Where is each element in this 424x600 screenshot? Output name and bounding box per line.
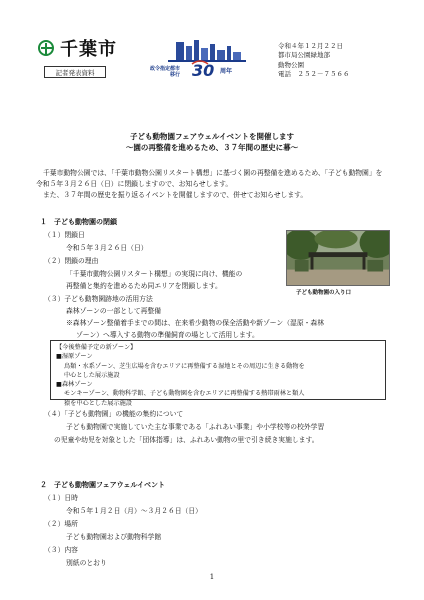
page-number: 1 — [209, 573, 215, 581]
anniversary-suffix: 周年 — [220, 68, 233, 75]
city-emblem-icon — [38, 40, 54, 56]
section-1-title: １ 子ども動物園の閉鎖 — [40, 217, 117, 226]
city-name: 千葉市 — [60, 39, 117, 60]
site-use-line-2: ※森林ゾーン整備着手までの間は、在来希少動物の保全活動や新ゾーン（湿原・森林 — [66, 319, 325, 327]
wetland-zone-line-1: 鳥類・水系ゾーン、芝生広場を含むエリアに再整備する湿地とその周辺に生きる動物を — [64, 362, 305, 370]
event-date-label: （１）日時 — [44, 494, 78, 502]
wetland-zone-line-2: 中心とした展示施設 — [64, 371, 120, 379]
headline-subtitle: ～園の再整備を進めるため、３７年間の歴史に幕～ — [125, 143, 299, 153]
closure-reason-line-1: 「千葉市動物公園リスタート構想」の実現に向け、機能の — [66, 270, 243, 278]
contact-block — [278, 42, 408, 80]
site-use-label: （３）子ども動物園跡地の活用方法 — [44, 295, 153, 303]
function-consolidation-line-1: 子ども動物園で実施していた主な事業である「ふれあい事業」や小学校等の校外学習 — [66, 423, 325, 431]
section-2-title: ２ 子ども動物園フェアウェルイベント — [40, 480, 166, 489]
phone: 電話 ２５２－７５６６ — [278, 70, 350, 79]
event-content-label: （３）内容 — [44, 546, 78, 554]
forest-zone-title: ■森林ゾーン — [56, 381, 93, 389]
intro-paragraph-1: 千葉市動物公園では、「千葉市動物公園リスタート構想」に基づく園の再整備を進めるため、「子ども動物園」を令和５年３月２６日（日）に閉鎖しますので、お知らせします。 — [36, 169, 383, 188]
intro-paragraph-2: また、３７年間の歴史を振り返るイベントを開催しますので、併せてお知らせします。 — [43, 191, 308, 199]
site-use-line-3: ゾーン）へ導入する動物の準備飼育の場として活用します。 — [76, 331, 259, 339]
closure-date-label: （１）閉鎖日 — [44, 231, 85, 239]
zoo-entrance-photo — [286, 230, 390, 286]
section: 動物公園 — [278, 60, 304, 69]
function-consolidation-line-2: の児童や幼児を対象とした「団体指導」は、ふれあい動物の里で引き続き実施します。 — [54, 436, 319, 444]
new-zones-title: 【今後整備予定の新ゾーン】 — [56, 344, 137, 351]
forest-zone-line-2: 猿を中心とした展示施設 — [64, 399, 133, 407]
event-place-label: （２）場所 — [44, 520, 78, 528]
photo-caption: 子ども動物園の入り口 — [296, 290, 352, 296]
forest-zone-line-1: モンキーゾーン、動物科学館、子ども動物園を含むエリアに再整備する熱帯雨林と類人 — [64, 390, 305, 398]
department: 都市局公園緑地部 — [278, 51, 330, 60]
event-content-value: 別紙のとおり — [66, 559, 107, 567]
press-release-label: 記者発表資料 — [44, 66, 106, 78]
event-place-value: 子ども動物園および動物科学館 — [66, 533, 162, 541]
release-date: 令和４年１２月２２日 — [278, 42, 343, 50]
closure-reason-line-2: 再整備と集約を進めるため同エリアを閉鎖します。 — [66, 282, 222, 290]
wetland-zone-title: ■湿原ゾーン — [56, 353, 93, 361]
site-use-line-1: 森林ゾーンの一部として再整備 — [66, 307, 162, 315]
headline — [40, 131, 384, 154]
closure-date-value: 令和５年３月２６日（日） — [66, 244, 148, 252]
closure-reason-label: （２）閉鎖の理由 — [44, 257, 99, 265]
function-consolidation-label: （４）「子ども動物園」の機能の集約について — [44, 410, 184, 418]
headline-title: 子ども動物園フェアウェルイベントを開催します — [130, 132, 294, 141]
anniversary-number: 30 — [192, 61, 215, 80]
event-date-value: 令和５年１月２日（月）～３月２６日（日） — [66, 507, 202, 515]
new-zones-box — [50, 340, 386, 407]
anniversary-banner-text: 政令指定都市 移行 — [150, 66, 181, 78]
